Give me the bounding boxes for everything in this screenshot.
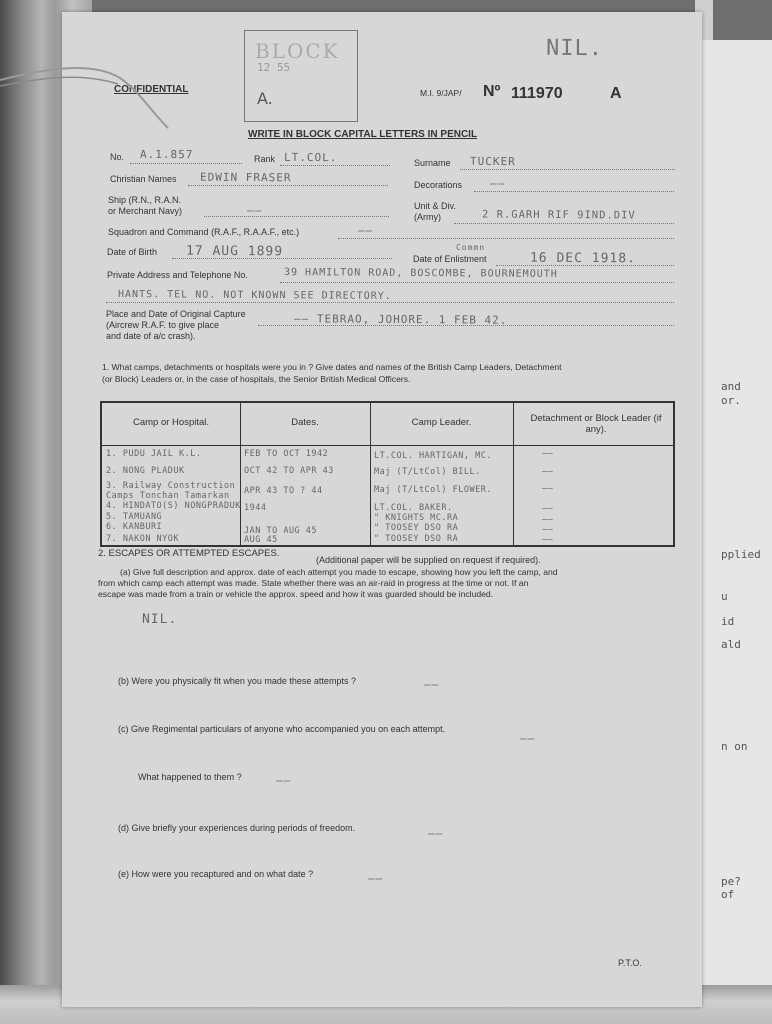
number-mark: Nº xyxy=(483,83,501,100)
underlying-document xyxy=(700,40,772,985)
row-camp: Camps Tonchan Tamarkan xyxy=(106,491,230,501)
stamp-text: BLOCK xyxy=(255,39,340,63)
row-leader: " TOOSEY DSO RA xyxy=(374,534,459,544)
stamp-number: 12 55 xyxy=(257,61,291,74)
serial-suffix: A xyxy=(610,85,622,102)
surname-label: Surname xyxy=(414,158,451,168)
row-camp: 5. TAMUANG xyxy=(106,512,163,522)
header-dates: Dates. xyxy=(291,417,319,428)
header-detachment-leader: Detachment or Block Leader (if any). xyxy=(530,413,662,435)
question-2c-answer: —— xyxy=(519,731,536,746)
header-camp-leader: Camp Leader. xyxy=(411,417,472,428)
unit-label-line1: Unit & Div. xyxy=(414,201,456,211)
ship-label-line1: Ship (R.N., R.A.N. xyxy=(108,195,182,205)
row-detachment: —— xyxy=(542,515,554,525)
row-leader: Maj (T/LtCol) BILL. xyxy=(374,467,481,477)
question-2a-line3: escape was made from a train or vehicle the approx. speed and how it was guarded should be included. xyxy=(98,589,494,599)
christian-names-label: Christian Names xyxy=(110,174,177,184)
row-dates: FEB TO OCT 1942 xyxy=(244,449,329,459)
row-leader: LT.COL. BAKER. xyxy=(374,503,453,513)
question-2a-line1: (a) Give full description and approx. date of each attempt you made to escape, showing how you left the camp, and xyxy=(120,567,558,577)
block-stamp xyxy=(244,30,358,122)
address-label: Private Address and Telephone No. xyxy=(107,270,248,280)
row-detachment: —— xyxy=(542,484,554,494)
ship-value: —— xyxy=(246,203,263,218)
enlistment-value: 16 DEC 1918. xyxy=(529,250,636,267)
row-camp: 3. Railway Construction xyxy=(106,481,236,491)
surname-value: TUCKER xyxy=(469,154,516,169)
camps-table xyxy=(100,401,675,547)
rank-label: Rank xyxy=(254,154,276,164)
question-2c: (c) Give Regimental particulars of anyone who accompanied you on each attempt. xyxy=(118,724,446,734)
question-1-line2: (or Block) Leaders or, in the case of hospitals, the Senior British Medical Officers. xyxy=(102,374,411,384)
unit-value: 2 R.GARH RIF 9IND.DIV xyxy=(481,208,636,222)
dob-label: Date of Birth xyxy=(107,247,158,257)
back-fragment: pe? xyxy=(721,875,741,888)
row-detachment: —— xyxy=(542,449,554,459)
question-2e-answer: —— xyxy=(367,871,384,886)
row-detachment: —— xyxy=(542,535,554,545)
question-2c-follow: What happened to them ? xyxy=(138,772,242,782)
row-leader: " KNIGHTS MC.RA xyxy=(374,513,459,523)
question-1-line1: 1. What camps, detachments or hospitals were you in ? Give dates and names of the British Camp Leaders, Detachment xyxy=(102,362,562,372)
binding-string xyxy=(0,0,200,160)
question-2a-line2: from which camp each attempt was made. State whether there was an air-raid in progress at the time or not. If an xyxy=(98,578,529,588)
confidential-label: CONFIDENTIAL xyxy=(114,84,189,95)
row-dates: OCT 42 TO APR 43 xyxy=(244,466,334,476)
row-dates: AUG 45 xyxy=(244,535,278,545)
address-value-line1: 39 HAMILTON ROAD, BOSCOMBE, BOURNEMOUTH xyxy=(283,267,558,280)
serial-number: 111970 xyxy=(511,85,563,102)
question-2a-answer: NIL. xyxy=(141,611,178,628)
back-fragment: id xyxy=(721,615,735,628)
ref-label: M.I. 9/JAP/ xyxy=(420,88,462,98)
rank-value: LT.COL. xyxy=(283,150,338,165)
row-leader: " TOOSEY DSO RA xyxy=(374,523,459,533)
instruction-heading: WRITE IN BLOCK CAPITAL LETTERS IN PENCIL xyxy=(248,129,478,140)
pto-label: P.T.O. xyxy=(618,958,642,968)
question-2d: (d) Give briefly your experiences during periods of freedom. xyxy=(118,823,356,833)
back-fragment: u xyxy=(721,590,728,603)
row-camp: 1. PUDU JAIL K.L. xyxy=(106,449,202,459)
capture-label-line1: Place and Date of Original Capture xyxy=(106,309,246,319)
back-fragment: and xyxy=(721,380,741,393)
capture-value: —— TEBRAO, JOHORE. 1 FEB 42. xyxy=(293,312,508,327)
questionnaire-page xyxy=(62,12,702,1007)
back-fragment: pplied xyxy=(721,548,761,561)
header-camp: Camp or Hospital. xyxy=(132,417,210,428)
question-2b: (b) Were you physically fit when you made these attempts ? xyxy=(118,676,356,686)
enlistment-label: Date of Enlistment xyxy=(413,254,487,264)
capture-label-line3: and date of a/c crash). xyxy=(106,331,196,341)
back-fragment: ald xyxy=(721,638,741,651)
row-camp: 6. KANBURI xyxy=(106,522,163,532)
row-dates: 1944 xyxy=(244,503,267,513)
row-detachment: —— xyxy=(542,467,554,477)
row-leader: LT.COL. HARTIGAN, MC. xyxy=(374,451,492,461)
question-2d-answer: —— xyxy=(427,826,444,841)
dob-value: 17 AUG 1899 xyxy=(185,243,284,260)
no-value: A.1.857 xyxy=(139,147,194,162)
stamp-letter: A. xyxy=(257,89,273,108)
squadron-value: —— xyxy=(357,223,374,238)
row-camp: 4. HINDATO(S) NONGPRADUK xyxy=(106,501,241,511)
back-fragment: of xyxy=(721,888,735,901)
question-2e: (e) How were you recaptured and on what date ? xyxy=(118,869,314,879)
row-leader: Maj (T/LtCol) FLOWER. xyxy=(374,485,492,495)
ship-label-line2: or Merchant Navy) xyxy=(108,206,183,216)
row-dates: JAN TO AUG 45 xyxy=(244,526,318,536)
question-2c-follow-answer: —— xyxy=(275,773,292,788)
decorations-label: Decorations xyxy=(414,180,463,190)
unit-label-line2: (Army) xyxy=(414,212,441,222)
decorations-value: —— xyxy=(489,176,506,191)
row-camp: 7. NAKON NYOK xyxy=(106,534,180,544)
back-fragment: or. xyxy=(721,394,741,407)
back-fragment: n on xyxy=(721,740,748,753)
christian-names-value: EDWIN FRASER xyxy=(199,170,292,185)
enlistment-correction: Commn xyxy=(455,242,486,253)
squadron-label: Squadron and Command (R.A.F., R.A.A.F., etc.) xyxy=(108,227,300,237)
question-2-note: (Additional paper will be supplied on request if required). xyxy=(316,555,541,565)
no-label: No. xyxy=(110,152,125,162)
question-2b-answer: —— xyxy=(423,677,440,692)
row-camp: 2. NONG PLADUK xyxy=(106,466,185,476)
row-dates: APR 43 TO ? 44 xyxy=(244,486,323,496)
row-detachment: —— xyxy=(542,504,554,514)
capture-label-line2: (Aircrew R.A.F. to give place xyxy=(106,320,220,330)
row-detachment: —— xyxy=(542,525,554,535)
question-2-heading: 2. ESCAPES OR ATTEMPTED ESCAPES. xyxy=(98,548,280,559)
handwritten-nil: NIL. xyxy=(545,35,604,62)
address-value-line2: HANTS. TEL NO. NOT KNOWN SEE DIRECTORY. xyxy=(117,289,392,302)
